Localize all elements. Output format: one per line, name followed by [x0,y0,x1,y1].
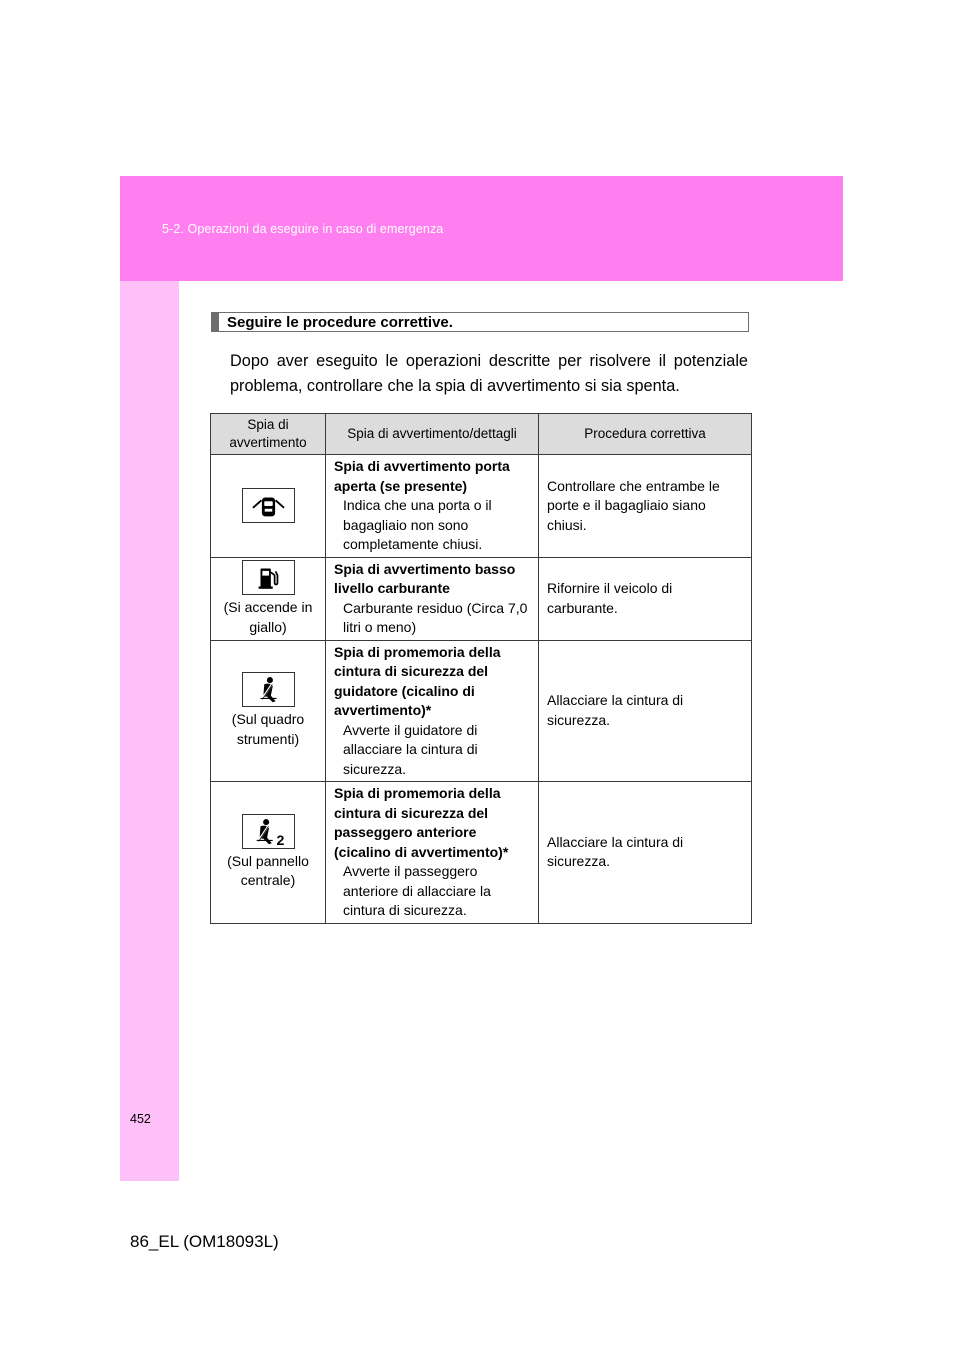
warning-title: Spia di promemoria della cintura di sicurezza del passeggero anteriore (cicalino di avvertimento)* [334,785,509,860]
chapter-header-band [120,176,843,281]
warning-detail-cell [326,557,539,640]
heading-accent-bar [212,313,219,331]
header-details: Spia di avvertimento/dettagli [326,414,539,455]
header-procedure: Procedura correttiva [539,414,752,455]
warning-detail-cell [326,640,539,782]
warning-title: Spia di avvertimento basso livello carburante [334,560,516,596]
procedure-heading [211,312,749,332]
warning-detail: Indica che una porta o il bagagliaio non sono completamente chiusi. [343,497,492,552]
warning-detail-cell [326,455,539,558]
svg-text:2: 2 [276,831,284,848]
table-row [211,557,752,640]
warning-icon-cell [211,455,326,558]
warning-detail: Avverte il passeggero anteriore di allacciare la cintura di sicurezza. [343,863,491,918]
warning-icon-cell [211,782,326,924]
table-row [211,640,752,782]
table-header-row [211,414,752,455]
header-warning-light: Spia di avvertimento [211,414,326,455]
warning-detail-cell [326,782,539,924]
section-title: 5-2. Operazioni da eseguire in caso di emergenza [162,222,444,236]
warning-detail: Carburante residuo (Circa 7,0 litri o meno) [343,599,528,635]
icon-caption: (Sul pannello centrale) [227,852,309,889]
seatbelt-reminder-icon [242,672,295,707]
document-code: 86_EL (OM18093L) [130,1232,279,1251]
heading-text: Seguire le procedure correttive. [227,314,453,331]
procedure-cell: Controllare che entrambe le porte e il bagagliaio siano chiusi. [539,455,752,558]
procedure-cell: Allacciare la cintura di sicurezza. [539,640,752,782]
warning-title: Spia di avvertimento porta aperta (se presente) [334,458,510,494]
door-open-warning-icon [242,488,295,523]
warning-detail: Avverte il guidatore di allacciare la cintura di sicurezza. [343,721,478,777]
passenger-seatbelt-reminder-icon [242,814,295,849]
intro-paragraph: Dopo aver eseguito le operazioni descritte per risolvere il potenziale problema, controllare che la spia di avvertimento si sia spenta. [230,352,748,395]
warning-icon-cell [211,640,326,782]
warning-title: Spia di promemoria della cintura di sicurezza del guidatore (cicalino di avvertimento)* [334,643,501,718]
page-side-band [120,281,179,1181]
low-fuel-warning-icon [242,560,295,595]
table-row [211,782,752,924]
warning-icon-cell [211,557,326,640]
icon-caption: (Sul quadro strumenti) [231,711,305,747]
procedure-cell: Allacciare la cintura di sicurezza. [539,782,752,924]
icon-caption: (Si accende in giallo) [223,599,313,635]
procedure-cell: Rifornire il veicolo di carburante. [539,557,752,640]
page-number: 452 [130,1112,151,1126]
warning-light-table [210,413,752,924]
table-row [211,455,752,558]
